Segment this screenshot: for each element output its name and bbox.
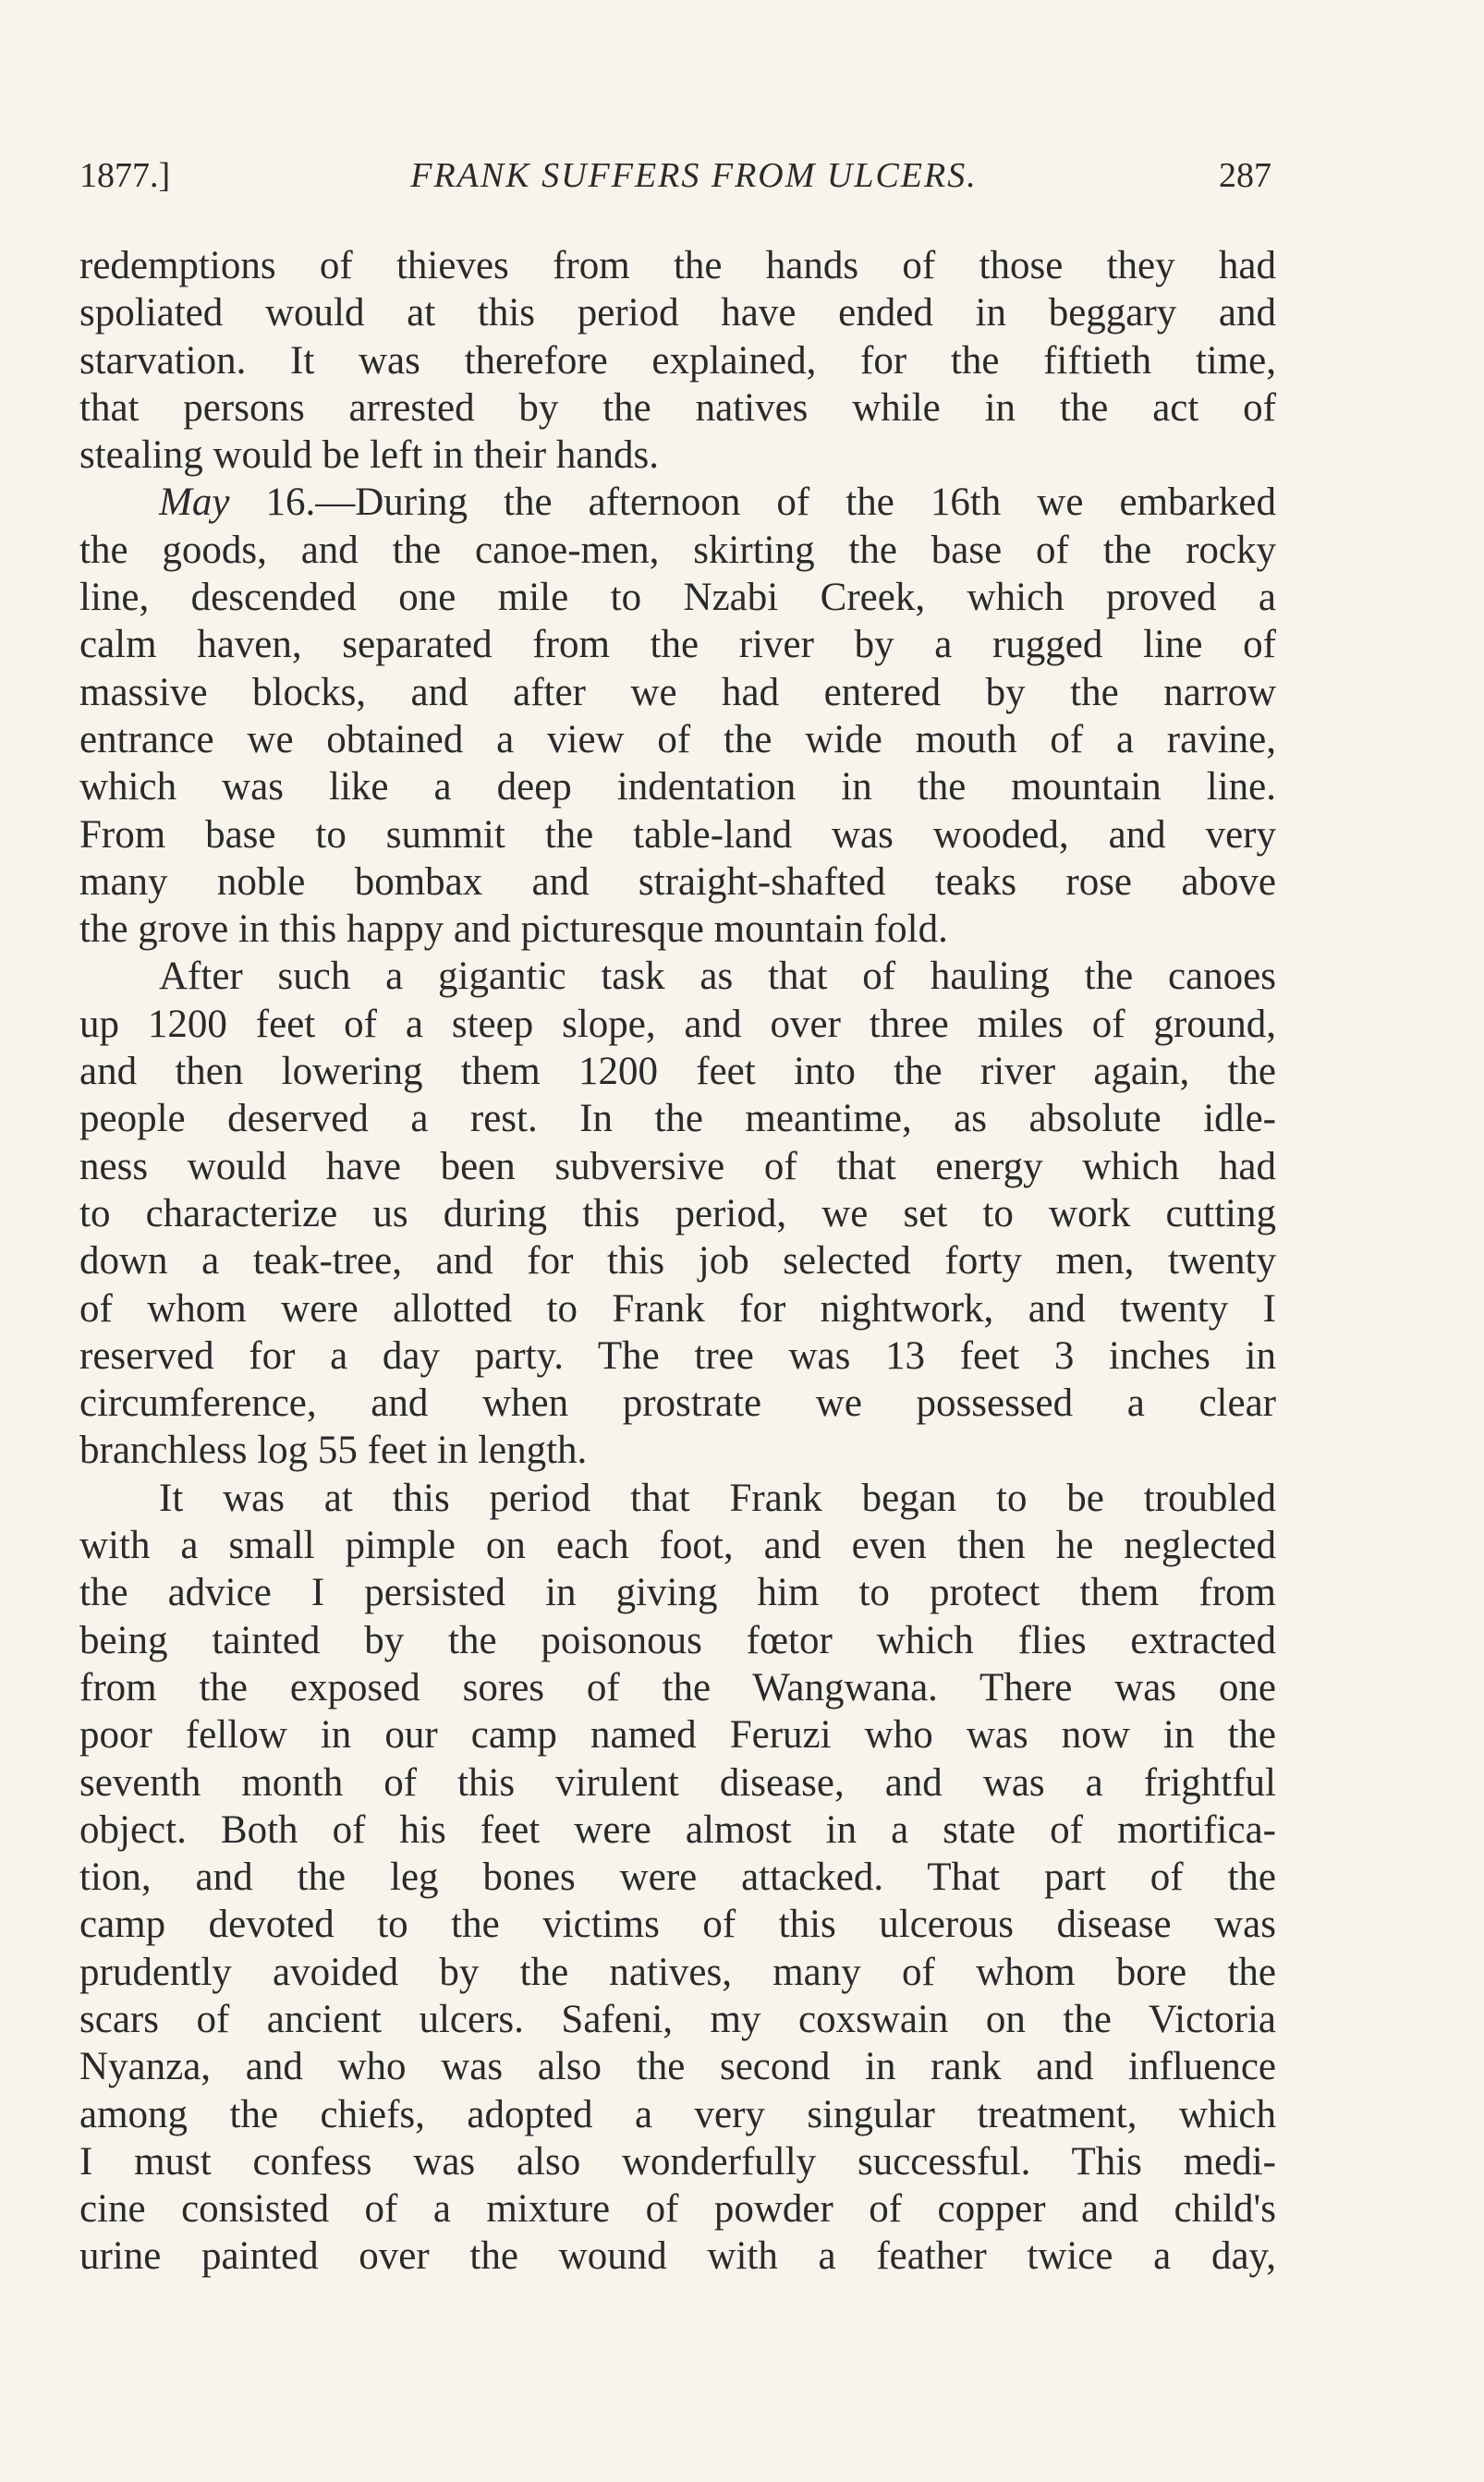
text-line: the grove in this happy and picturesque mountain fold. [79, 907, 948, 952]
text-line: It was at this period that Frank began to be troubled [159, 1476, 1276, 1520]
text-line-dated [79, 479, 1276, 526]
text-line: cine consisted of a mixture of powder of copper and child's [79, 2187, 1276, 2232]
text-line: ness would have been subversive of that energy which had [79, 1144, 1276, 1188]
date-label: May [159, 481, 230, 525]
text-line: scars of ancient ulcers. Safeni, my coxswain on the Victoria [79, 1997, 1276, 2041]
body-text [79, 242, 1276, 2281]
text-line: stealing would be left in their hands. [79, 433, 659, 478]
text-line: From base to summit the table-land was wooded, and very [79, 812, 1276, 857]
text-line: object. Both of his feet were almost in a state of mortifica- [79, 1807, 1276, 1852]
text-line: camp devoted to the victims of this ulcerous disease was [79, 1903, 1276, 1947]
text-line: starvation. It was therefore explained, for the fiftieth time, [79, 338, 1276, 383]
text-line: the advice I persisted in giving him to protect them from [79, 1571, 1276, 1615]
text-line: circumference, and when prostrate we possessed a clear [79, 1381, 1276, 1426]
text-line: Nyanza, and who was also the second in rank and influence [79, 2045, 1276, 2089]
text-line: with a small pimple on each foot, and even then he neglected [79, 1524, 1276, 1568]
text-line: After such a gigantic task as that of hauling the canoes [159, 955, 1276, 999]
text-line: many noble bombax and straight-shafted teaks rose above [79, 859, 1276, 904]
text-line: entrance we obtained a view of the wide mouth of a ravine, [79, 717, 1276, 761]
text-line: the goods, and the canoe-men, skirting the base of the rocky [79, 528, 1276, 572]
text-line: down a teak-tree, and for this job selected forty men, twenty [79, 1239, 1276, 1284]
text-line: up 1200 feet of a steep slope, and over three miles of ground, [79, 1002, 1276, 1046]
text-line: poor fellow in our camp named Feruzi who was now in the [79, 1713, 1276, 1758]
text-line: prudently avoided by the natives, many of whom bore the [79, 1950, 1276, 1994]
text-line: line, descended one mile to Nzabi Creek, which proved a [79, 576, 1276, 620]
text-line: being tainted by the poisonous fœtor which flies extracted [79, 1618, 1276, 1662]
text-line-content: 16.—During the afternoon of the 16th we embarked [265, 481, 1276, 525]
running-title: FRANK SUFFERS FROM ULCERS. [410, 156, 978, 195]
running-header [79, 148, 1271, 203]
text-line: seventh month of this virulent disease, and was a frightful [79, 1760, 1276, 1805]
text-line: tion, and the leg bones were attacked. That part of the [79, 1855, 1276, 1900]
text-line: massive blocks, and after we had entered by the narrow [79, 670, 1276, 714]
text-line: branchless log 55 feet in length. [79, 1429, 588, 1473]
text-line: that persons arrested by the natives while in the act of [79, 385, 1276, 430]
text-line: redemptions of thieves from the hands of those they had [79, 244, 1276, 287]
header-year: 1877.] [79, 156, 171, 195]
text-line: spoliated would at this period have ended in beggary and [79, 291, 1276, 335]
text-line: reserved for a day party. The tree was 13 feet 3 inches in [79, 1333, 1276, 1378]
text-line: from the exposed sores of the Wangwana. There was one [79, 1665, 1276, 1709]
text-line: calm haven, separated from the river by a rugged line of [79, 623, 1276, 667]
text-line: among the chiefs, adopted a very singular treatment, which [79, 2092, 1276, 2136]
text-line: I must confess was also wonderfully successful. This medi- [79, 2139, 1276, 2184]
text-line: of whom were allotted to Frank for nightwork, and twenty I [79, 1286, 1276, 1331]
text-line: people deserved a rest. In the meantime, as absolute idle- [79, 1097, 1276, 1141]
text-line: to characterize us during this period, we set to work cutting [79, 1191, 1276, 1235]
text-line: which was like a deep indentation in the mountain line. [79, 765, 1276, 809]
text-line: urine painted over the wound with a feather twice a day, [79, 2234, 1276, 2279]
text-line: and then lowering them 1200 feet into the river again, the [79, 1050, 1276, 1094]
page-number: 287 [1219, 156, 1271, 195]
